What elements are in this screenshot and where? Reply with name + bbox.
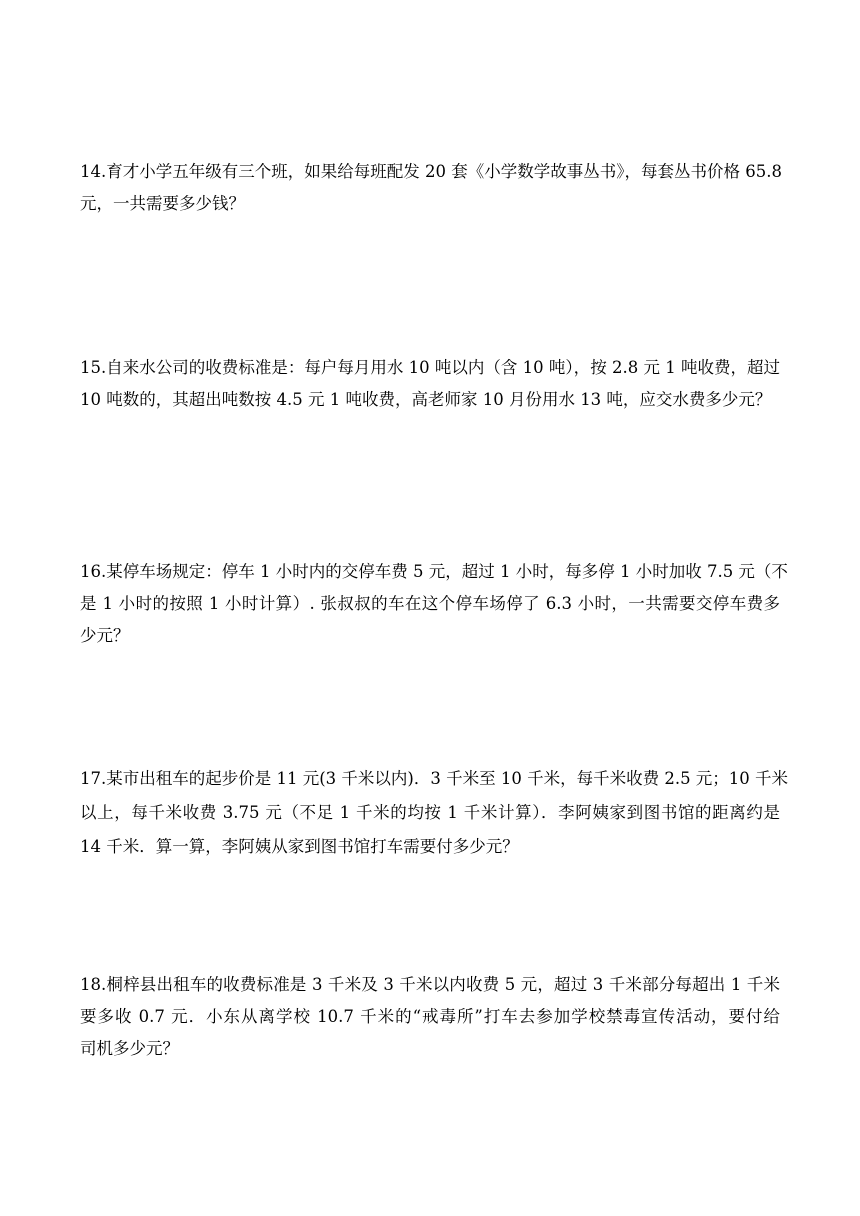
problem-14-line-2: 元，一共需要多少钱？: [80, 194, 245, 213]
problem-16-line-3: 少元？: [80, 626, 130, 645]
problem-18-line-2: 要多收 0.7 元．小东从离学校 10.7 千米的“戒毒所”打车去参加学校禁毒宣传活动，要付给: [80, 1007, 780, 1026]
problem-15: [80, 352, 780, 416]
problem-17: [80, 762, 789, 864]
problem-16: [80, 556, 788, 652]
problem-18: [80, 969, 780, 1065]
problem-14-number: 14.: [80, 162, 107, 181]
problem-15-line-2: 10 吨数的，其超出吨数按 4.5 元 1 吨收费，高老师家 10 月份用水 13 吨，应交水费多少元？: [80, 390, 772, 409]
problem-14: [80, 156, 780, 220]
problem-16-line-1: 16.某停车场规定：停车 1 小时内的交停车费 5 元，超过 1 小时，每多停 1 小时加收 7.5 元（不: [80, 562, 788, 581]
problem-14-line-1: 14.育才小学五年级有三个班，如果给每班配发 20 套《小学数学故事丛书》，每套丛书价格 65.8: [80, 162, 782, 181]
problem-18-line-3: 司机多少元？: [80, 1039, 179, 1058]
problem-17-line-2: 以上，每千米收费 3.75 元（不足 1 千米的均按 1 千米计算）．李阿姨家到图书馆的距离约是: [80, 803, 780, 822]
problem-16-number: 16.: [80, 562, 107, 581]
problem-17-line-1: 17.某市出租车的起步价是 11 元(3 千米以内)．3 千米至 10 千米，每千米收费 2.5 元；10 千米: [80, 769, 789, 788]
problem-18-number: 18.: [80, 975, 107, 994]
problem-18-line-1: 18.桐梓县出租车的收费标准是 3 千米及 3 千米以内收费 5 元，超过 3 千米部分每超出 1 千米: [80, 975, 780, 994]
problem-15-line-1: 15.自来水公司的收费标准是：每户每月用水 10 吨以内（含 10 吨），按 2.8 元 1 吨收费，超过: [80, 358, 780, 377]
problem-15-number: 15.: [80, 358, 107, 377]
problem-16-line-2: 是 1 小时的按照 1 小时计算）. 张叔叔的车在这个停车场停了 6.3 小时，一共需要交停车费多: [80, 594, 780, 613]
problem-17-line-3: 14 千米．算一算，李阿姨从家到图书馆打车需要付多少元？: [80, 837, 519, 856]
problem-17-number: 17.: [80, 769, 107, 788]
